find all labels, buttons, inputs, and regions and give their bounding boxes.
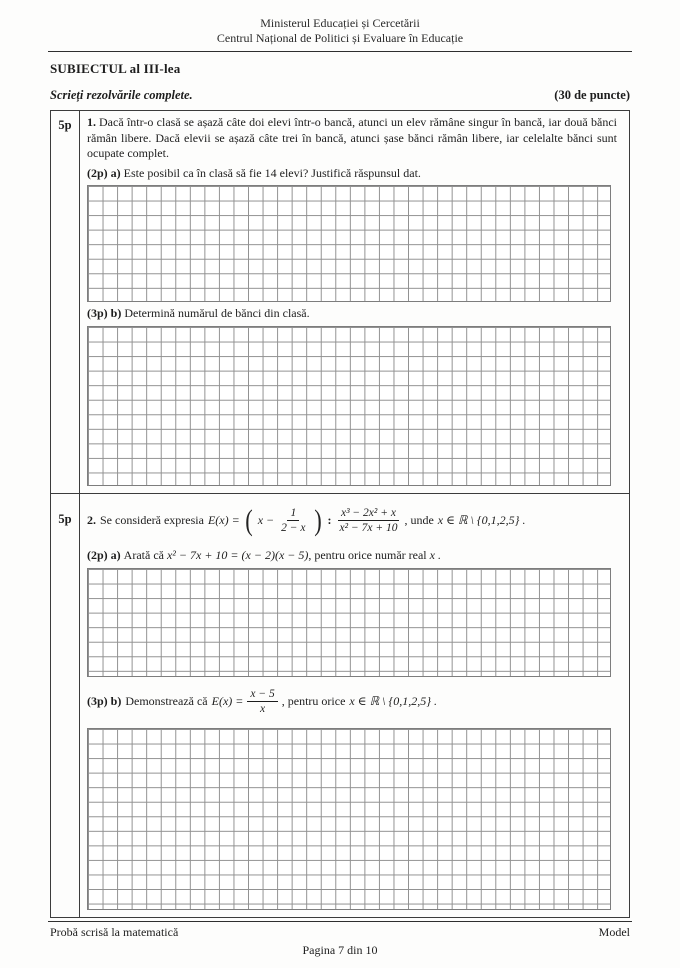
problem-2-part-a-pre: Arată că [123, 547, 164, 562]
fraction-1 [278, 506, 308, 536]
instruction-row [50, 88, 630, 103]
problem-2-part-b-domain: x ∈ ℝ \ {0,1,2,5} . [349, 694, 438, 709]
problem-2-row [51, 493, 629, 917]
expression-inner-pre: x − [257, 513, 275, 528]
document-header [50, 16, 630, 46]
header-divider [48, 51, 632, 52]
problem-2-number: 2. [87, 513, 96, 528]
problem-1-content [80, 111, 629, 493]
problem-2-marks: 5p [51, 494, 80, 917]
document-footer [48, 921, 632, 958]
fraction-3-denominator: x [260, 703, 266, 716]
footer-exam-name: Probă scrisă la matematică [50, 924, 179, 939]
answer-grid-2b [87, 728, 611, 910]
footer-row [48, 925, 632, 940]
open-paren: ( [244, 503, 253, 537]
fraction-1-denominator: 2 − x [281, 522, 306, 535]
problem-1-statement-text: Dacă într-o clasă se așază câte doi elevi într-o bancă, atunci un elev rămâne singur în bancă, iar două bănci rămân libere. Dacă elevii se așază câte trei în bancă, atunci șase bănci rămân libere, iar celelalte bănci sunt ocupate complet. [87, 115, 617, 161]
problem-1-statement [87, 115, 617, 162]
domain-set: x ∈ ℝ \ {0,1,2,5} . [437, 513, 526, 528]
problem-2-part-b [87, 683, 617, 721]
problem-1-part-b-points: (3p) b) [87, 305, 122, 320]
problem-2-part-b-lhs: E(x) = [211, 694, 244, 709]
fraction-1-numerator: 1 [287, 506, 299, 521]
answer-grid-2a [87, 568, 611, 677]
problem-2-intro: Se consideră expresia [100, 513, 204, 528]
problem-1-row [51, 111, 629, 493]
problem-2-expression [87, 498, 617, 544]
footer-page-number: Pagina 7 din 10 [302, 942, 378, 957]
fraction-3-numerator: x − 5 [247, 687, 277, 702]
problem-1-part-a [87, 166, 617, 181]
header-center: Centrul Național de Politici și Evaluare în Educație [216, 31, 464, 45]
footer-variant: Model [598, 924, 630, 939]
division-sign: : [327, 513, 332, 528]
total-points: (30 de puncte) [554, 88, 630, 102]
problem-2-part-a-post: , pentru orice număr real [308, 547, 427, 562]
close-paren: ) [313, 503, 322, 537]
problem-1-part-a-text: Este posibil ca în clasă să fie 14 elevi? Justifică răspunsul dat. [123, 165, 421, 180]
problem-2-part-a-var: x . [429, 547, 441, 562]
problem-1-part-b [87, 306, 617, 321]
fraction-2-denominator: x² − 7x + 10 [339, 522, 398, 535]
expression-lhs: E(x) = [207, 513, 240, 528]
problem-2-part-b-pre: Demonstrează că [125, 694, 208, 709]
fraction-2-numerator: x³ − 2x² + x [338, 506, 399, 521]
problem-1-marks: 5p [51, 111, 80, 493]
problem-1-number: 1. [87, 115, 96, 129]
fraction-2 [337, 506, 401, 536]
problem-2-part-b-points: (3p) b) [87, 694, 122, 709]
domain-connector: , unde [404, 513, 434, 528]
problem-2-part-b-post: , pentru orice [281, 694, 346, 709]
header-ministry: Ministerul Educației și Cercetării [260, 16, 420, 30]
fraction-3 [247, 687, 277, 717]
problem-1-part-a-points: (2p) a) [87, 165, 121, 180]
problem-2-part-a-math: x² − 7x + 10 = (x − 2)(x − 5) [166, 547, 309, 562]
problem-2-part-a-points: (2p) a) [87, 547, 121, 562]
problem-2-part-a [87, 548, 617, 563]
answer-grid-1b [87, 326, 611, 486]
exam-table [50, 110, 630, 918]
instruction-text: Scrieți rezolvările complete. [50, 88, 193, 102]
problem-2-content [80, 494, 629, 917]
answer-grid-1a [87, 185, 611, 302]
subject-title: SUBIECTUL al III-lea [50, 61, 181, 76]
problem-1-part-b-text: Determină numărul de bănci din clasă. [124, 305, 310, 320]
